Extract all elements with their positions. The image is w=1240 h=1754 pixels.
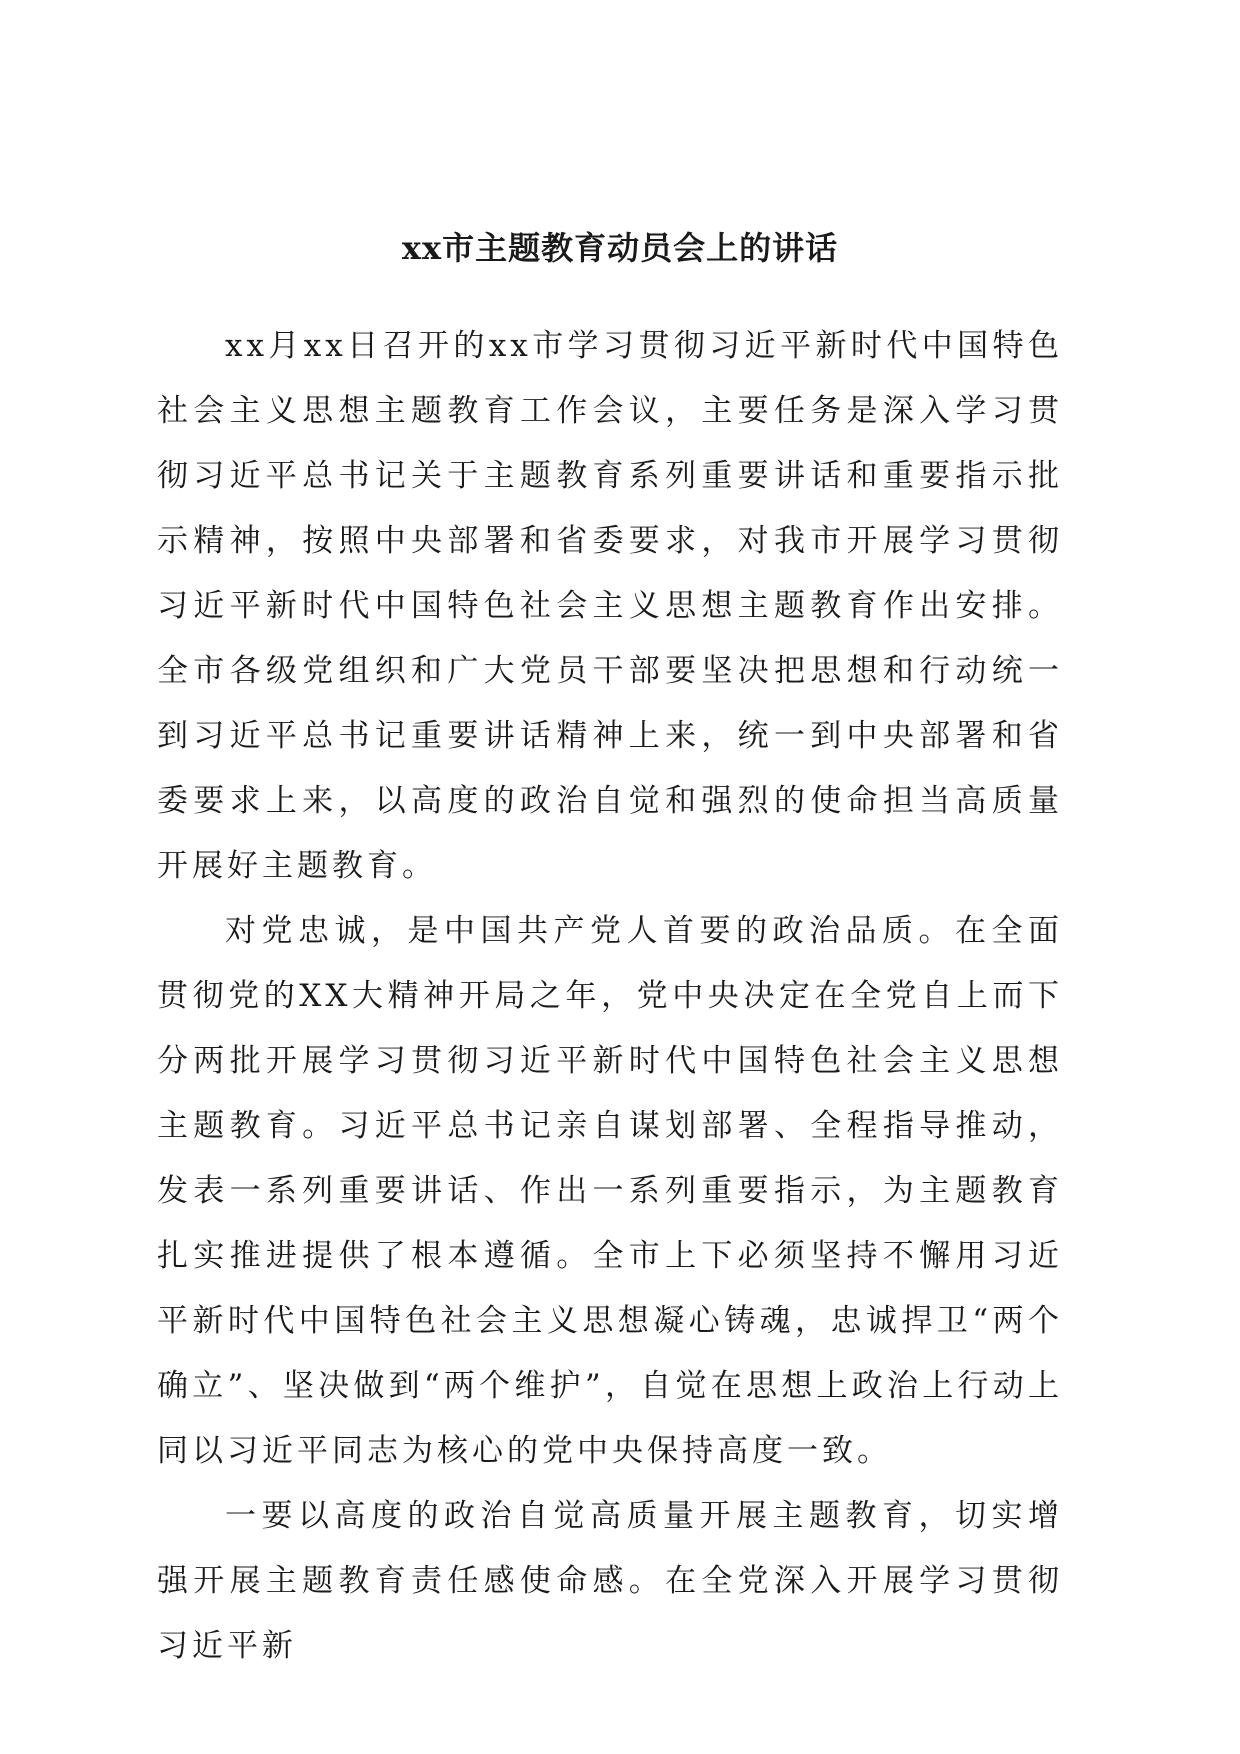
paragraph-1: xx月xx日召开的xx市学习贯彻习近平新时代中国特色社会主义思想主题教育工作会议，主要任务是深入学习贯彻习近平总书记关于主题教育系列重要讲话和重要指示批示精神，按照中央部署和省委要求，对我市开展学习贯彻习近平新时代中国特色社会主义思想主题教育作出安排。全市各级党组织和广大党员干部要坚决把思想和行动统一到习近平总书记重要讲话精神上来，统一到中央部署和省委要求上来，以高度的政治自觉和强烈的使命担当高质量开展好主题教育。 — [157, 328, 1063, 884]
paragraph-3: 一要以高度的政治自觉高质量开展主题教育，切实增强开展主题教育责任感使命感。在全党深入开展学习贯彻习近平新 — [157, 1498, 1063, 1664]
document-title: xx市主题教育动员会上的讲话 — [401, 229, 839, 267]
document-body — [157, 314, 1063, 1679]
paragraph-2: 对党忠诚，是中国共产党人首要的政治品质。在全面贯彻党的XX大精神开局之年，党中央决定在全党自上而下分两批开展学习贯彻习近平新时代中国特色社会主义思想主题教育。习近平总书记亲自谋划部署、全程指导推动，发表一系列重要讲话、作出一系列重要指示，为主题教育扎实推进提供了根本遵循。全市上下必须坚持不懈用习近平新时代中国特色社会主义思想凝心铸魂，忠诚捍卫“两个确立”、坚决做到“两个维护”，自觉在思想上政治上行动上同以习近平同志为核心的党中央保持高度一致。 — [157, 913, 1063, 1469]
